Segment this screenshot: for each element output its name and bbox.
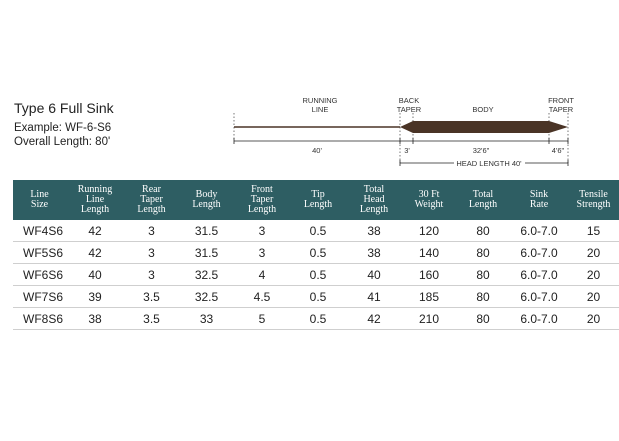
cell-total-length: 80 — [456, 308, 510, 330]
fly-line-shape — [234, 121, 568, 133]
header-text: Line — [30, 189, 49, 200]
cell-tip-length: 0.5 — [290, 308, 346, 330]
cell-sink-rate: 6.0-7.0 — [510, 220, 568, 242]
cell-total-length: 80 — [456, 286, 510, 308]
cell-total-head-length: 40 — [346, 264, 402, 286]
back-taper-label-1: BACK — [398, 96, 420, 105]
cell-running-line-length: 42 — [66, 242, 124, 264]
cell-tip-length: 0.5 — [290, 220, 346, 242]
cell-sink-rate: 6.0-7.0 — [510, 308, 568, 330]
cell-total-head-length: 41 — [346, 286, 402, 308]
header-text: Total — [363, 184, 385, 195]
header-text: Length — [137, 204, 166, 215]
header-text: Sink — [529, 189, 549, 200]
cell-rear-taper-length: 3.5 — [124, 308, 179, 330]
header-rear-taper-length — [124, 180, 179, 220]
header-text: 30 Ft — [418, 189, 440, 200]
back-taper-dim: 3' — [404, 146, 410, 155]
cell-front-taper-length: 4 — [234, 264, 290, 286]
table-row — [13, 286, 619, 308]
cell-rear-taper-length: 3 — [124, 264, 179, 286]
header-front-taper-length — [234, 180, 290, 220]
header-body-length — [179, 180, 234, 220]
header-text: Running — [77, 184, 113, 195]
cell-front-taper-length: 5 — [234, 308, 290, 330]
cell-total-length: 80 — [456, 264, 510, 286]
cell-line-size: WF5S6 — [13, 242, 66, 264]
dimension-line — [234, 138, 568, 144]
cell-tip-length: 0.5 — [290, 242, 346, 264]
header-text: Line — [85, 194, 105, 205]
header-tip-length — [290, 180, 346, 220]
cell-body-length: 31.5 — [179, 220, 234, 242]
cell-tensile-strength: 20 — [568, 264, 619, 286]
header-text: Tip — [311, 189, 325, 200]
cell-rear-taper-length: 3 — [124, 242, 179, 264]
header-text: Length — [359, 204, 389, 215]
back-taper-label-2: TAPER — [396, 105, 422, 114]
cell-line-size: WF8S6 — [13, 308, 66, 330]
line-example: Example: WF-6-S6 — [14, 122, 112, 134]
cell-sink-rate: 6.0-7.0 — [510, 264, 568, 286]
cell-front-taper-length: 4.5 — [234, 286, 290, 308]
cell-running-line-length: 40 — [66, 264, 124, 286]
table-row — [13, 220, 619, 242]
cell-running-line-length: 42 — [66, 220, 124, 242]
header-text: Taper — [250, 194, 274, 205]
cell-sink-rate: 6.0-7.0 — [510, 286, 568, 308]
running-line-label-2: LINE — [311, 105, 329, 114]
cell-tensile-strength: 20 — [568, 286, 619, 308]
header-text: Length — [192, 199, 221, 210]
header-text: Strength — [576, 199, 611, 210]
cell-total-length: 80 — [456, 220, 510, 242]
cell-rear-taper-length: 3 — [124, 220, 179, 242]
table-row — [13, 242, 619, 264]
header-tensile-strength — [568, 180, 619, 220]
header-text: Length — [247, 204, 277, 215]
front-taper-label-1: FRONT — [548, 96, 574, 105]
header-text: Rear — [142, 184, 161, 195]
header-sink-rate — [510, 180, 568, 220]
header-line-size — [13, 180, 66, 220]
cell-tip-length: 0.5 — [290, 286, 346, 308]
cell-rear-taper-length: 3.5 — [124, 286, 179, 308]
header-total-head-length — [346, 180, 402, 220]
header-text: Length — [468, 199, 498, 210]
cell-total-head-length: 38 — [346, 242, 402, 264]
cell-30ft-weight: 210 — [402, 308, 456, 330]
header-text: Front — [251, 184, 273, 195]
front-taper-label-2: TAPER — [548, 105, 574, 114]
header-text: Body — [195, 189, 218, 200]
running-line-label-1: RUNNING — [302, 96, 338, 105]
cell-total-head-length: 38 — [346, 220, 402, 242]
header-text: Length — [80, 204, 110, 215]
header-running-line-length — [66, 180, 124, 220]
cell-30ft-weight: 185 — [402, 286, 456, 308]
header-text: Rate — [529, 199, 549, 210]
cell-front-taper-length: 3 — [234, 220, 290, 242]
line-head — [400, 121, 568, 133]
header-text: Taper — [140, 194, 163, 205]
body-dim: 32'6" — [472, 146, 490, 155]
running-line-dim: 40' — [312, 146, 322, 155]
cell-running-line-length: 38 — [66, 308, 124, 330]
cell-30ft-weight: 140 — [402, 242, 456, 264]
header-text: Size — [30, 199, 49, 210]
header-text: Weight — [414, 199, 444, 210]
header-total-length — [456, 180, 510, 220]
cell-tensile-strength: 15 — [568, 220, 619, 242]
cell-tensile-strength: 20 — [568, 308, 619, 330]
cell-body-length: 32.5 — [179, 264, 234, 286]
head-length-label: HEAD LENGTH 40' — [456, 159, 522, 168]
cell-sink-rate: 6.0-7.0 — [510, 242, 568, 264]
cell-30ft-weight: 160 — [402, 264, 456, 286]
taper-diagram — [0, 0, 588, 180]
header-30ft-weight — [402, 180, 456, 220]
table-header — [13, 180, 619, 220]
cell-tensile-strength: 20 — [568, 242, 619, 264]
header-text: Length — [303, 199, 333, 210]
line-specs-table — [13, 180, 619, 330]
header-text: Head — [363, 194, 385, 205]
body-label: BODY — [472, 105, 494, 114]
cell-tip-length: 0.5 — [290, 264, 346, 286]
line-title: Type 6 Full Sink — [14, 100, 114, 116]
cell-line-size: WF6S6 — [13, 264, 66, 286]
cell-body-length: 33 — [179, 308, 234, 330]
cell-running-line-length: 39 — [66, 286, 124, 308]
cell-body-length: 31.5 — [179, 242, 234, 264]
cell-front-taper-length: 3 — [234, 242, 290, 264]
header-text: Tensile — [579, 189, 608, 200]
front-taper-dim: 4'6" — [551, 146, 565, 155]
table-body — [13, 220, 619, 330]
guide-lines — [234, 113, 568, 163]
table-row — [13, 308, 619, 330]
overall-length: Overall Length: 80' — [14, 136, 111, 148]
cell-total-head-length: 42 — [346, 308, 402, 330]
table-row — [13, 264, 619, 286]
cell-total-length: 80 — [456, 242, 510, 264]
cell-line-size: WF4S6 — [13, 220, 66, 242]
cell-body-length: 32.5 — [179, 286, 234, 308]
cell-line-size: WF7S6 — [13, 286, 66, 308]
header-text: Total — [472, 189, 494, 200]
cell-30ft-weight: 120 — [402, 220, 456, 242]
